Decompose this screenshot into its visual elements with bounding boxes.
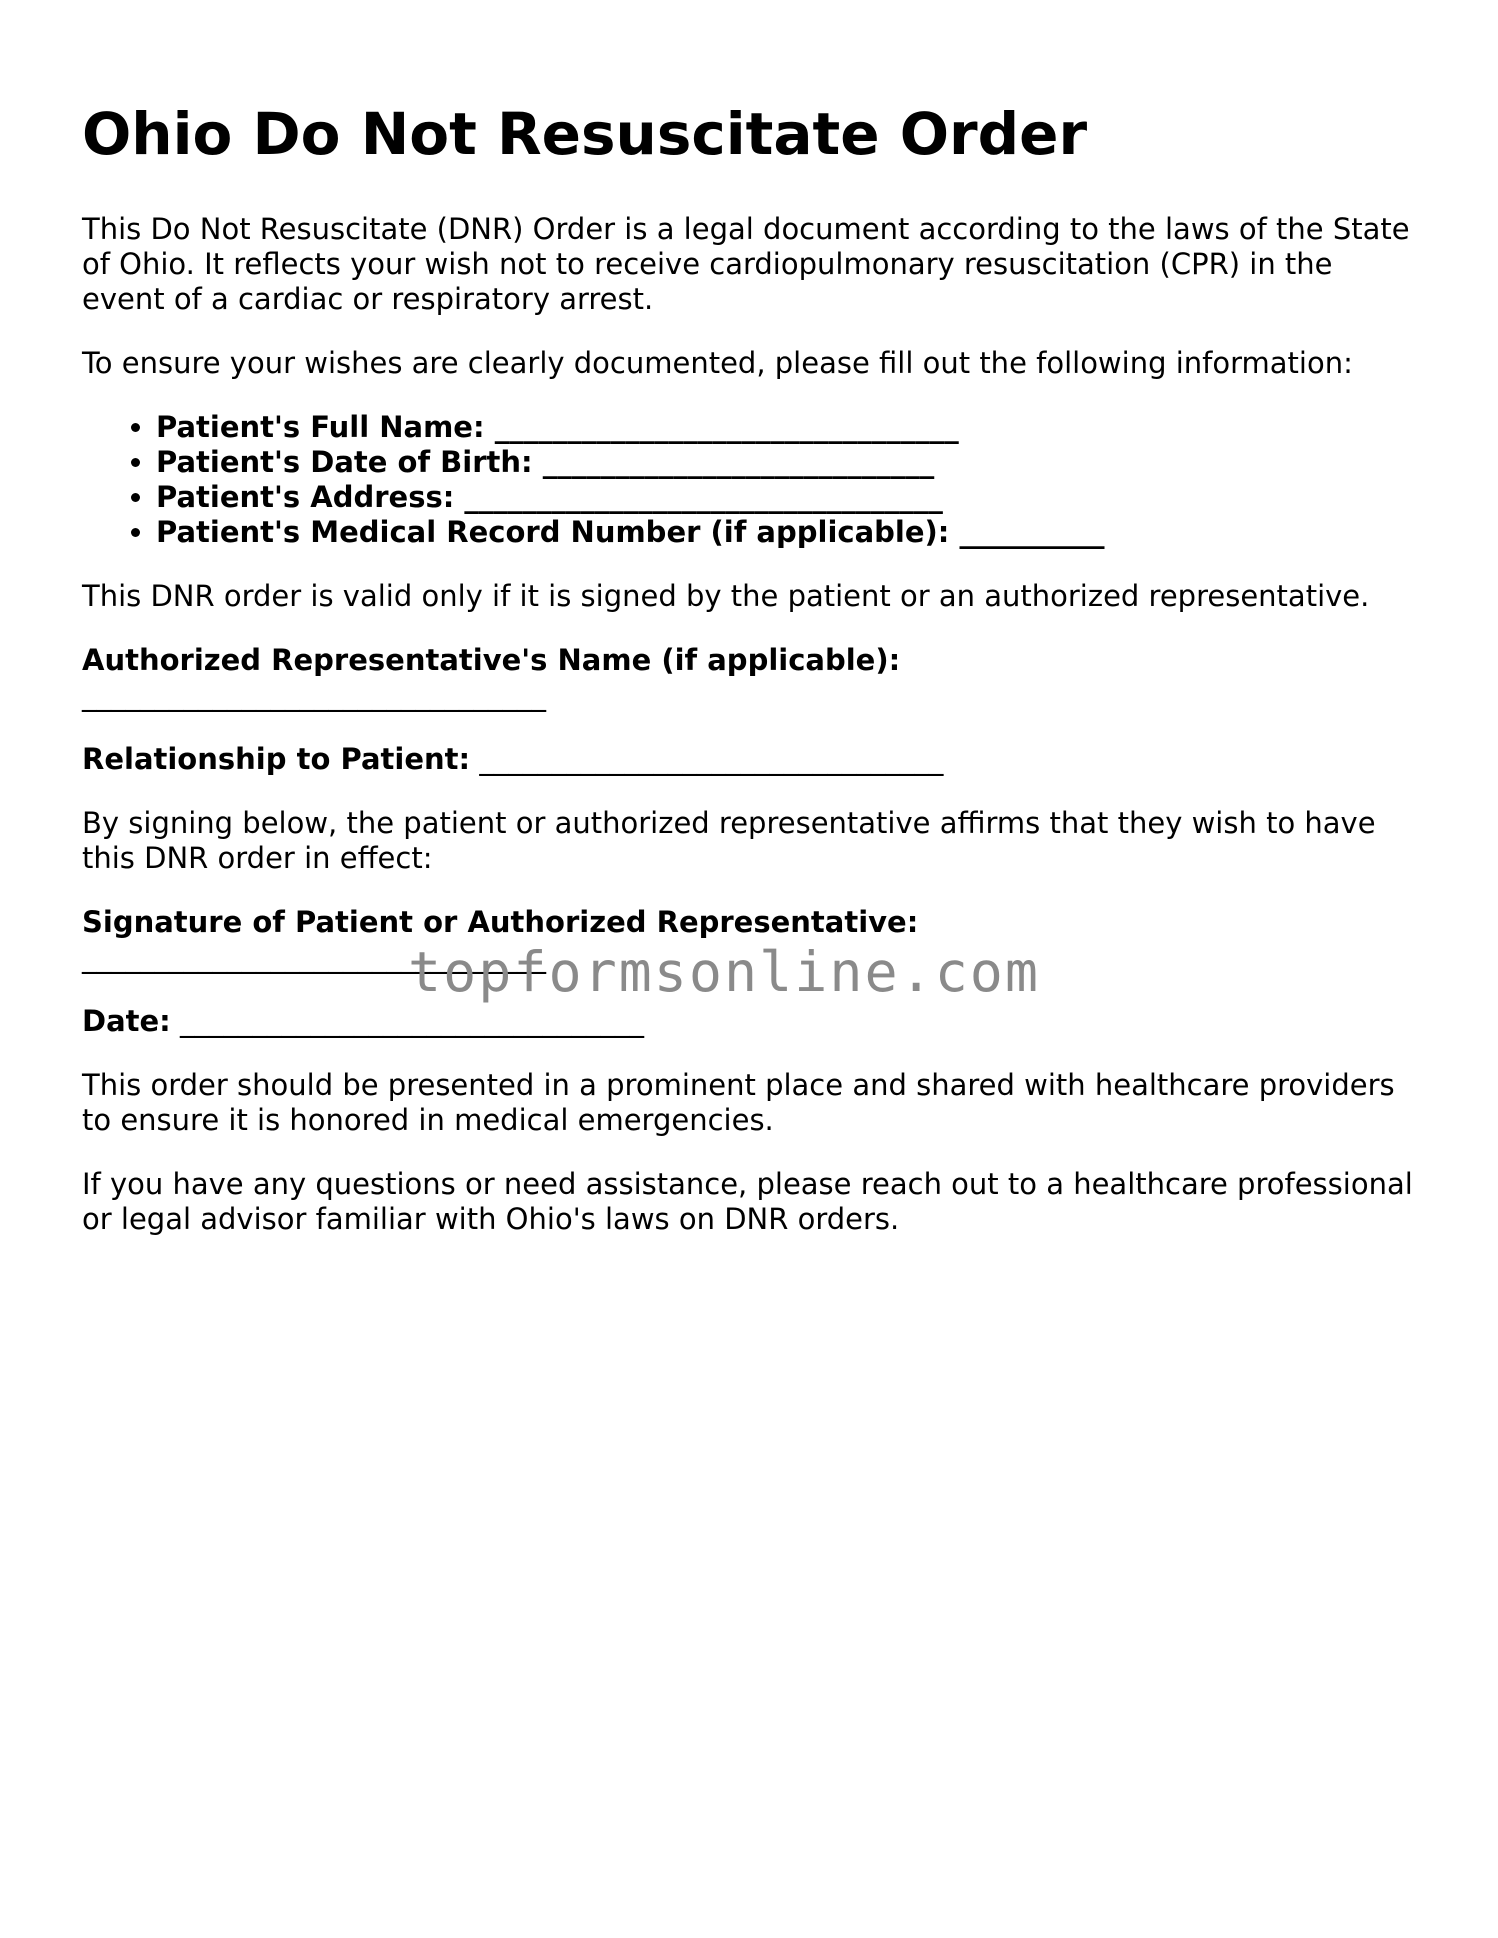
field-label: Patient's Date of Birth: <box>156 444 533 479</box>
field-patient-address[interactable] <box>156 480 1422 515</box>
field-patient-date-of-birth[interactable] <box>156 445 1422 480</box>
field-label: Patient's Medical Record Number (if applicable): <box>156 514 950 549</box>
field-blank[interactable]: _________________________________ <box>464 479 943 514</box>
validity-note: This DNR order is valid only if it is signed by the patient or an authorized representative. <box>82 578 1370 613</box>
field-blank[interactable]: __________ <box>959 514 1105 549</box>
relationship-label: Relationship to Patient: <box>82 741 471 776</box>
affirmation-paragraph: By signing below, the patient or authorized representative affirms that they wish to have this DNR order in effect: <box>82 805 1376 875</box>
rep-name-block <box>82 643 1422 713</box>
instructions-paragraph: To ensure your wishes are clearly documented, please fill out the following information: <box>82 345 1353 380</box>
date-block <box>82 1004 1422 1039</box>
document-title: Ohio Do Not Resuscitate Order <box>82 100 1088 168</box>
field-label: Patient's Full Name: <box>156 409 485 444</box>
assistance-note: If you have any questions or need assistance, please reach out to a healthcare professional or legal advisor familiar with Ohio's laws on DNR orders. <box>82 1166 1413 1236</box>
signature-blank[interactable]: ________________________________ <box>82 939 546 974</box>
rep-name-blank[interactable]: ________________________________ <box>82 677 546 712</box>
patient-fields-list <box>82 410 1422 550</box>
relationship-block <box>82 742 1422 777</box>
field-patient-medical-record-number[interactable] <box>156 515 1422 550</box>
relationship-blank[interactable]: ________________________________ <box>479 741 944 776</box>
intro-paragraph: This Do Not Resuscitate (DNR) Order is a legal document according to the laws of the State of Ohio. It reflects your wish not to receive cardiopulmonary resuscitation (CPR) in the event of a cardiac or respiratory arrest. <box>82 211 1410 316</box>
field-blank[interactable]: ________________________________ <box>494 409 959 444</box>
presentation-note: This order should be presented in a prominent place and shared with healthcare providers to ensure it is honored in medical emergencies. <box>82 1067 1395 1137</box>
field-patient-full-name[interactable] <box>156 410 1422 445</box>
field-label: Patient's Address: <box>156 479 455 514</box>
date-label: Date: <box>82 1003 171 1038</box>
rep-name-label: Authorized Representative's Name (if applicable): <box>82 642 901 677</box>
field-blank[interactable]: ___________________________ <box>542 444 935 479</box>
watermark: topformsonline.com <box>408 940 1041 1004</box>
signature-label: Signature of Patient or Authorized Representative: <box>82 904 919 939</box>
date-blank[interactable]: ________________________________ <box>180 1003 644 1038</box>
document-page <box>82 100 1422 1266</box>
